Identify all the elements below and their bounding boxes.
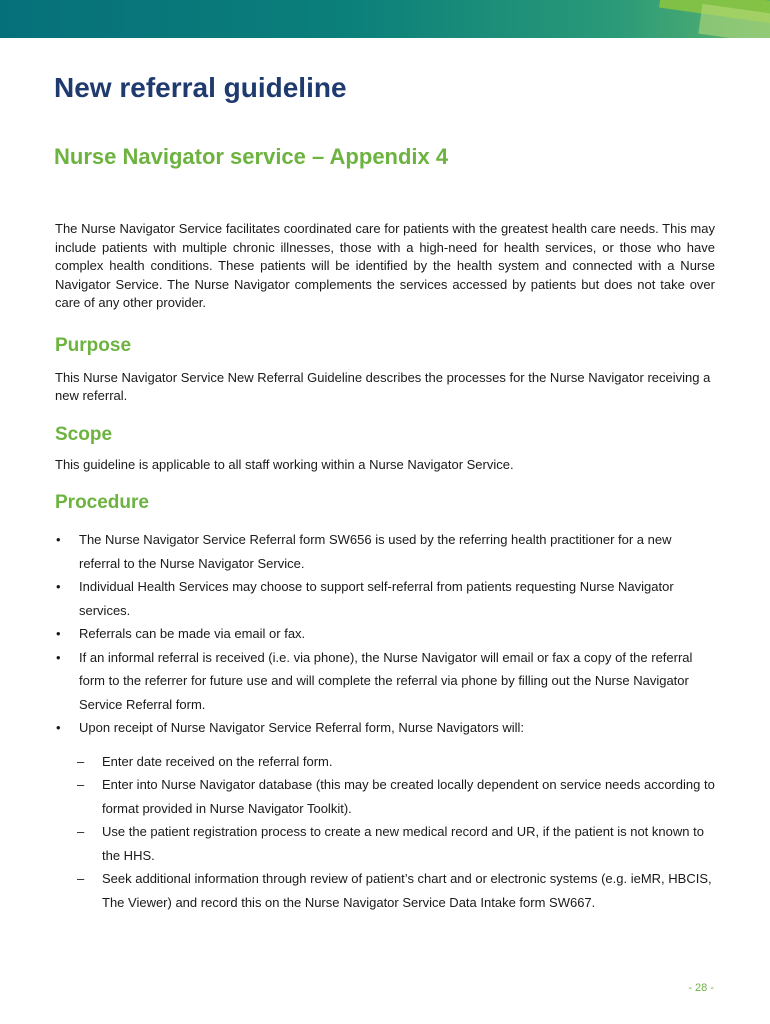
scope-heading: Scope bbox=[55, 423, 113, 445]
purpose-text: This Nurse Navigator Service New Referral Guideline describes the processes for the Nurse Navigator receiving a new referral. bbox=[55, 369, 711, 403]
bullet-icon: • bbox=[56, 626, 61, 641]
bullet-icon: • bbox=[56, 532, 61, 547]
dash-icon: – bbox=[77, 871, 85, 886]
procedure-bullet: • If an informal referral is received (i.e. via phone), the Nurse Navigator will email or fax a copy of the referral form to the referrer for future use and will complete the referral via phone by filling out the Nurse Navigator Service Referral form. bbox=[55, 646, 715, 717]
dash-icon: – bbox=[77, 753, 85, 769]
page-number: - 28 - bbox=[688, 982, 714, 994]
procedure-sub-item: – Enter date received on the referral form. bbox=[55, 750, 715, 774]
page-title: New referral guideline bbox=[54, 72, 347, 103]
bullet-icon: • bbox=[56, 649, 61, 665]
dash-icon: – bbox=[77, 824, 85, 839]
procedure-bullet: • The Nurse Navigator Service Referral form SW656 is used by the referring health practitioner for a new referral to the Nurse Navigator Service. bbox=[55, 528, 715, 575]
procedure-sub-list bbox=[55, 750, 715, 915]
document-body bbox=[55, 220, 715, 914]
procedure-bullet-list bbox=[55, 528, 715, 740]
bullet-icon: • bbox=[56, 720, 61, 735]
header-band bbox=[0, 0, 770, 38]
procedure-sub-item: – Use the patient registration process to create a new medical record and UR, if the patient is not known to the HHS. bbox=[55, 820, 715, 867]
purpose-heading: Purpose bbox=[55, 334, 132, 356]
intro-paragraph: The Nurse Navigator Service facilitates coordinated care for patients with the greatest health care needs. This may include patients with multiple chronic illnesses, those with a high-need for health services, or those who have complex health conditions. These patients will be identified by the health system and connected with a Nurse Navigator Service. The Nurse Navigator complements the services accessed by patients but does not take over care of any other provider. bbox=[55, 221, 715, 310]
procedure-bullet: • Individual Health Services may choose to support self-referral from patients requesting Nurse Navigator services. bbox=[55, 575, 715, 622]
procedure-heading: Procedure bbox=[55, 492, 149, 513]
procedure-sub-item: – Seek additional information through review of patient’s chart and or electronic systems (e.g. ieMR, HBCIS, The Viewer) and record this on the Nurse Navigator Service Data Intake form SW667. bbox=[55, 867, 715, 914]
dash-icon: – bbox=[77, 777, 85, 792]
procedure-bullet: • Referrals can be made via email or fax. bbox=[55, 622, 715, 646]
scope-text: This guideline is applicable to all staff working within a Nurse Navigator Service. bbox=[55, 456, 514, 472]
bullet-icon: • bbox=[56, 579, 61, 594]
page-subtitle: Nurse Navigator service – Appendix 4 bbox=[54, 144, 449, 169]
procedure-sub-item: – Enter into Nurse Navigator database (this may be created locally dependent on service needs according to format provided in Nurse Navigator Toolkit). bbox=[55, 773, 715, 820]
procedure-bullet: • Upon receipt of Nurse Navigator Service Referral form, Nurse Navigators will: bbox=[55, 716, 715, 740]
